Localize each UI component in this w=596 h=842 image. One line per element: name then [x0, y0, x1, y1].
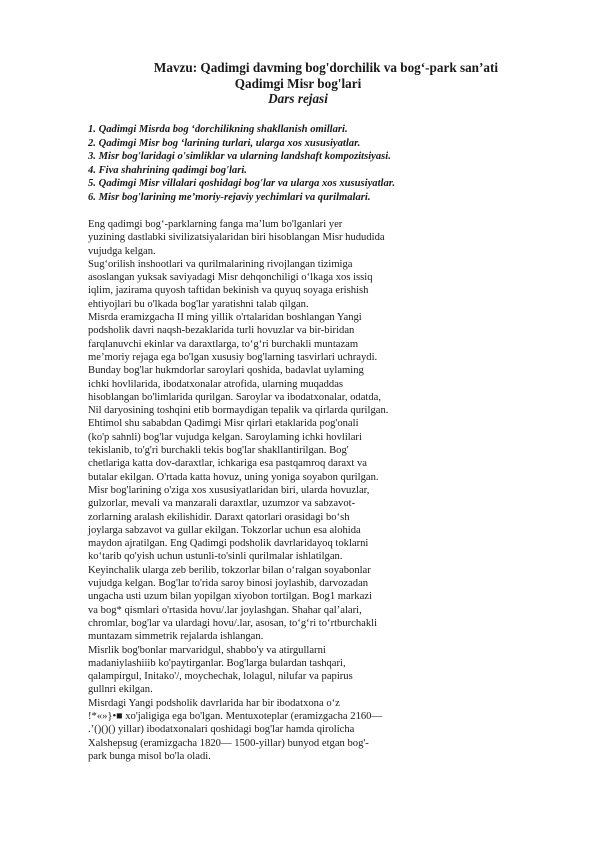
body-text-line: ko‘tarib qo'yish uchun ustunli-to'sinli qurilmalar ishlatilgan. [88, 551, 343, 563]
body-text-line: zorlarning aralash ekilishidir. Daraxt qatorlari orasidagi bo‘sh [88, 511, 350, 523]
body-text-line: ehtiyojlari bu o'lkada bog'lar yaratishni talab qilgan. [88, 298, 309, 310]
body-text-line: chetlariga katta dov-daraxtlar, ichkariga esa pastqamroq daraxt va [88, 458, 368, 470]
body-text-line: joylarga sabzavot va gullar ekilgan. Tokzorlar uchun esa alohida [88, 524, 361, 536]
body-text-line: Misrda eramizgacha II ming yillik o'rtalaridan boshlangan Yangi [88, 312, 362, 324]
body-text-line: asoslangan yuksak saviyadagi Misr dehqonchiligi o‘lkaga xos issiq [88, 272, 373, 284]
body-text-line: maydon ajratilgan. Eng Qadimgi podsholik davrlaridayoq toklarni [88, 538, 369, 550]
body-text-line: Keyinchalik ularga zeb berilib, tokzorlar bilan o‘ralgan soyabonlar [88, 564, 371, 576]
body-text-line: butalar ekilgan. O'rtada katta hovuz, uning yoniga soyabon qurilgan. [88, 471, 379, 483]
body-text-line: va bog* qismlari o'rtasida hovu/.lar joylashgan. Shahar qal’alari, [88, 604, 362, 616]
plan-item: 5. Qadimgi Misr villalari qoshidagi bog'lar va ularga xos xususiyatlar. [88, 178, 395, 190]
body-text-line: Bunday bog'lar hukmdorlar saroylari qoshida, badavlat uylaming [88, 365, 364, 377]
title-block [0, 60, 596, 107]
body-text-line: park bunga misol bo'la oladi. [88, 750, 211, 762]
body-text-line: tekislanib, to'g'ri burchakli tekis bog'lar shakllantirilgan. Bog' [88, 445, 349, 457]
lesson-plan-list [88, 123, 395, 205]
body-text-line: vujudga kelgan. [88, 245, 156, 257]
body-text-line: hisoblangan bo'limlarida qurilgan. Saroylar va ibodatxonalar, odatda, [88, 391, 382, 403]
body-text-line: Ehtimol shu sababdan Qadimgi Misr qirlari etaklarida pog'onali [88, 418, 359, 430]
body-text-line: chromlar, bog'lar va ulardagi hovu/.lar, asosan, to‘g‘ri to‘rtburchakli [88, 617, 378, 629]
body-text-line: madaniylashiiib ko'paytirganlar. Bog'larga bulardan tashqari, [88, 657, 346, 669]
plan-item: 6. Misr bog'larining me’moriy-rejaviy yechimlari va qurilmalari. [88, 191, 371, 203]
body-text-line: gulzorlar, mevali va manzarali daraxtlar, uzumzor va sabzavot- [88, 498, 356, 510]
body-text-line: ichki hovlilarida, ibodatxonalar atrofida, ularning muqaddas [88, 378, 344, 390]
lesson-plan-heading: Dars rejasi [268, 91, 328, 106]
plan-item: 4. Fiva shahrining qadimgi bog'lari. [88, 164, 247, 176]
body-text-line: Xalshepsug (eramizgacha 1820— 1500-yillar) bunyod etgan bog'- [88, 737, 369, 749]
body-text-line: Sug‘orilish inshootlari va qurilmalarining rivojlangan tizimiga [88, 258, 353, 270]
body-text-line: yuzining dastlabki sivilizatsiyalaridan biri hisoblangan Misr hududida [88, 232, 385, 244]
body-text-line: muntazam simmetrik rejalarda ishlangan. [88, 631, 264, 643]
section-subtitle: Qadimgi Misr bog'lari [234, 75, 362, 91]
body-text-line: Eng qadimgi bog‘-parklarning fanga ma’lum bo'lganlari yer [88, 219, 343, 230]
plan-item: 1. Qadimgi Misrda bog ‘dorchilikning shakllanish omillari. [88, 124, 348, 135]
body-text-line: gullnri ekilgan. [88, 684, 153, 696]
topic-title: Mavzu: Qadimgi davming bog'dorchilik va bog‘-park san’ati [153, 60, 499, 75]
body-text-line: (ko'p sahnli) bog'lar vujudga kelgan. Saroylaming ichki hovlilari [88, 431, 362, 443]
body-text-line: farqlanuvchi ekinlar va daraxtlarga, to‘g‘ri burchakli muntazam [88, 338, 359, 350]
body-text-line: iqlim, jazirama quyosh taftidan bekinish va quyuq soyaga erishish [88, 285, 369, 297]
body-text-line: vujudga kelgan. Bog'lar to'rida saroy binosi joylashib, darvozadan [88, 578, 369, 590]
body-text-line: !*«»}•■ xo'jaligiga ega bo'lgan. Mentuxoteplar (eramizgacha 2160— [88, 710, 383, 722]
body-text-line: Misrlik bog'bonlar marvaridgul, shabbo'y va atirgullarni [88, 644, 326, 656]
body-text-line: podsholik davri naqsh-bezaklarida turli hovuzlar va bir-biridan [88, 325, 355, 337]
body-text-line: .’()()() yillar) ibodatxonalari qoshidagi bog'lar hamda qirolicha [88, 724, 355, 736]
plan-item: 3. Misr bog'laridagi o'simliklar va ularning landshaft kompozitsiyasi. [88, 151, 391, 163]
body-text-line: ungacha usti uzum bilan yopilgan xiyobon tortilgan. Bog1 markazi [88, 591, 372, 603]
body-text-line: me’moriy rejaga ega bo'lgan xususiy bog'larning tasvirlari uchraydi. [88, 351, 378, 363]
body-text-line: qalampirgul, Initako'/, moychechak, lolagul, nilufar va papirus [88, 671, 353, 683]
plan-item: 2. Qadimgi Misr bog ‘larining turlari, ularga xos xususiyatlar. [88, 137, 361, 149]
body-text-line: Misr bog'larining o'ziga xos xususiyatlaridan biri, ularda hovuzlar, [88, 484, 370, 496]
body-text-line: Nil daryosining toshqini etib bormaydigan tepalik va qirlarda qurilgan. [88, 405, 389, 417]
body-text-line: Misrdagi Yangi podsholik davrlarida har bir ibodatxona o‘z [88, 697, 340, 709]
body-text [88, 218, 528, 763]
